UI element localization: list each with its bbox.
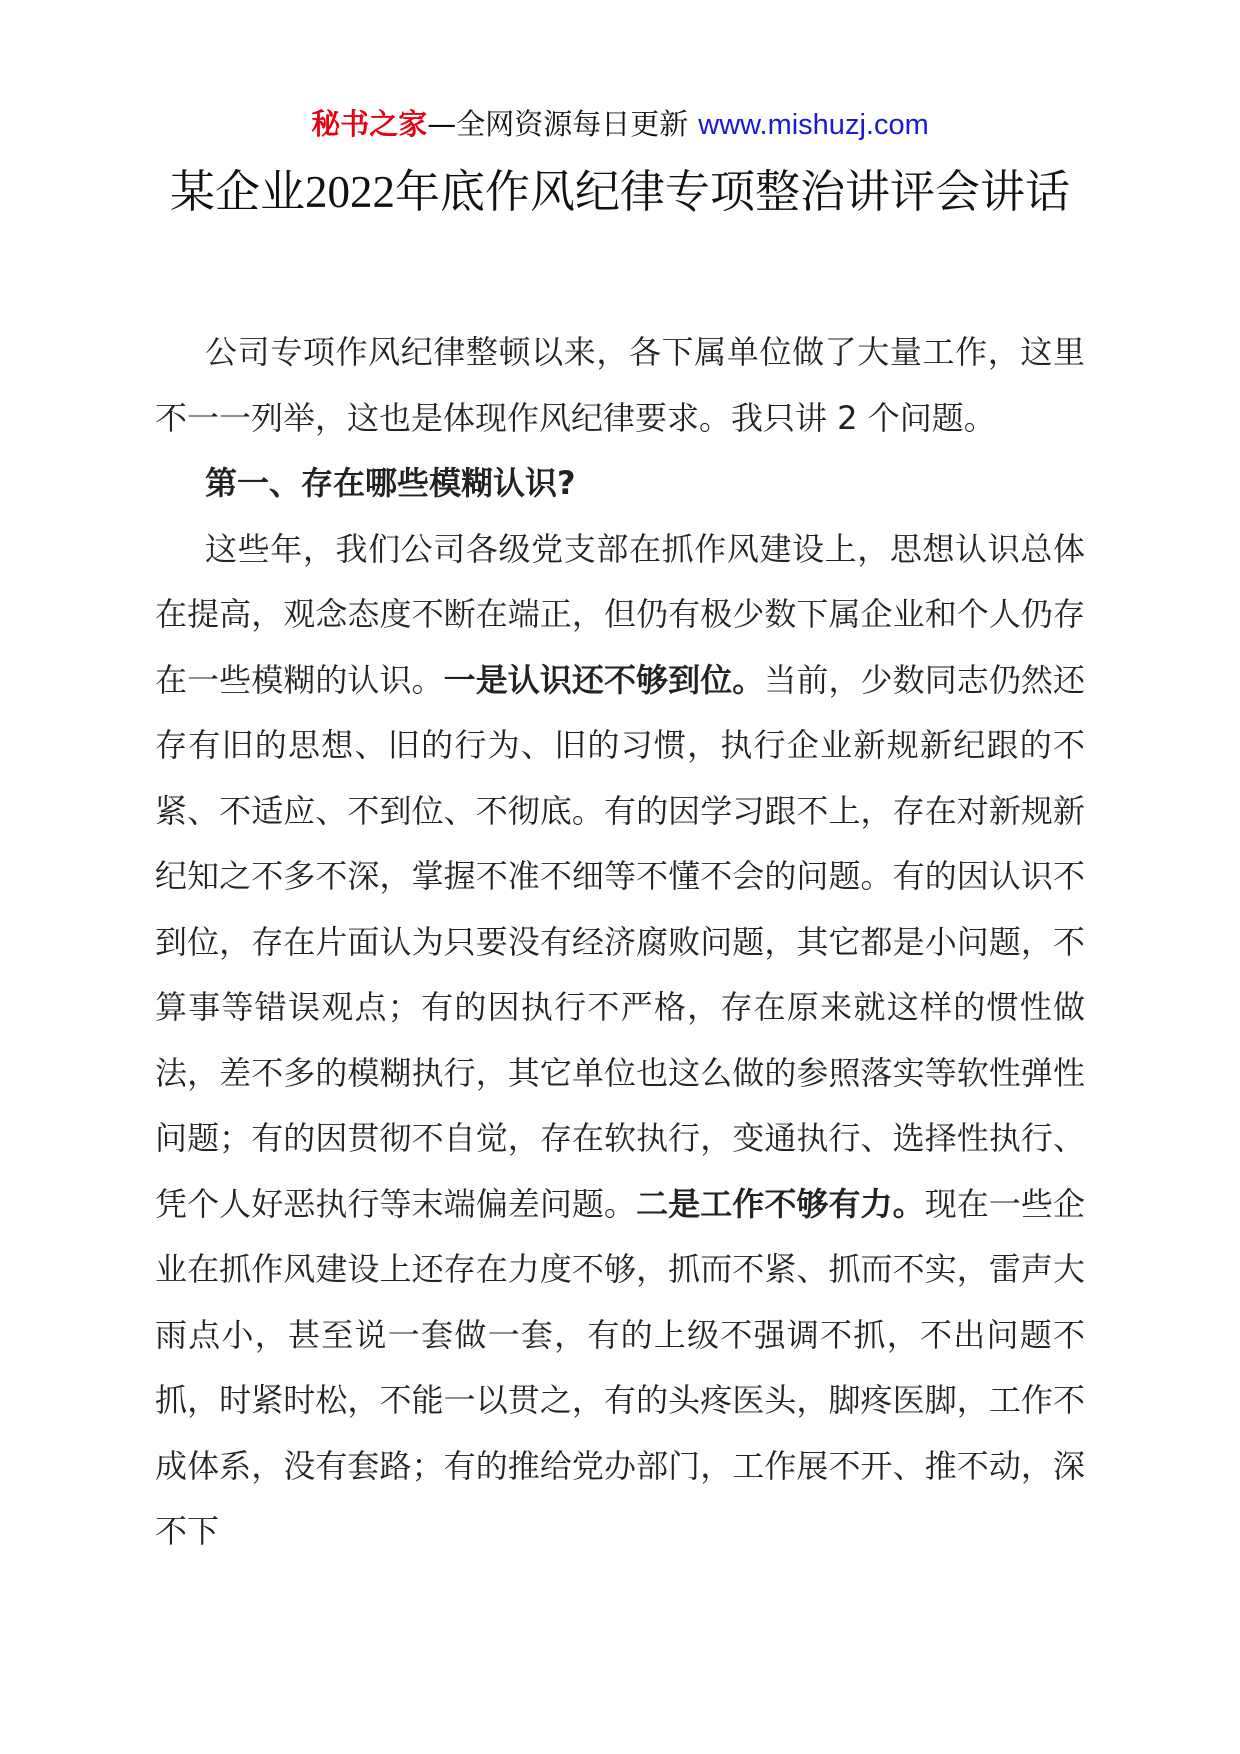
site-url-link[interactable]: www.mishuzj.com bbox=[698, 109, 929, 141]
paragraph-text: 这些年，我们公司各级党支部在抓作风建设上，思想认识总体在提高，观念态度不断在端正，但仍有极少数下属企业和个人仍存在一些模糊的认识。 bbox=[155, 529, 1085, 699]
document-title bbox=[160, 160, 1080, 224]
site-banner bbox=[0, 104, 1240, 145]
point-one-heading: 一是认识还不够到位。 bbox=[443, 660, 765, 699]
title-part-2: 年底作风纪律专项整治讲评会讲话 bbox=[395, 165, 1071, 218]
title-year: 2022 bbox=[305, 167, 395, 217]
brand-name: 秘书之家 bbox=[311, 107, 428, 141]
paragraph-section-1 bbox=[155, 517, 1085, 1565]
point-two-heading: 二是工作不够有力。 bbox=[636, 1184, 925, 1223]
paragraph-text: 现在一些企业在抓作风建设上还存在力度不够，抓而不紧、抓而不实，雷声大雨点小，甚至说一套做一套，有的上级不强调不抓，不出问题不抓，时紧时松，不能一以贯之，有的头疼医头，脚疼医脚，工作不成体系，没有套路；有的推给党办部门，工作展不开、推不动，深不下 bbox=[155, 1184, 1085, 1550]
title-part-1: 某企业 bbox=[169, 165, 305, 218]
document-body bbox=[155, 320, 1085, 1565]
banner-slogan: —全网资源每日更新 bbox=[427, 107, 689, 141]
paragraph-text: 当前，少数同志仍然还存有旧的思想、旧的行为、旧的习惯，执行企业新规新纪跟的不紧、不适应、不到位、不彻底。有的因学习跟不上，存在对新规新纪知之不多不深，掌握不准不细等不懂不会的问题。有的因认识不到位，存在片面认为只要没有经济腐败问题，其它都是小问题，不算事等错误观点；有的因执行不严格，存在原来就这样的惯性做法，差不多的模糊执行，其它单位也这么做的参照落实等软性弹性问题；有的因贯彻不自觉，存在软执行，变通执行、选择性执行、凭个人好恶执行等末端偏差问题。 bbox=[155, 660, 1085, 1223]
section-heading-1: 第一、存在哪些模糊认识? bbox=[205, 464, 576, 502]
paragraph-intro: 公司专项作风纪律整顿以来，各下属单位做了大量工作，这里不一一列举，这也是体现作风纪律要求。我只讲 2 个问题。 bbox=[155, 333, 1085, 437]
